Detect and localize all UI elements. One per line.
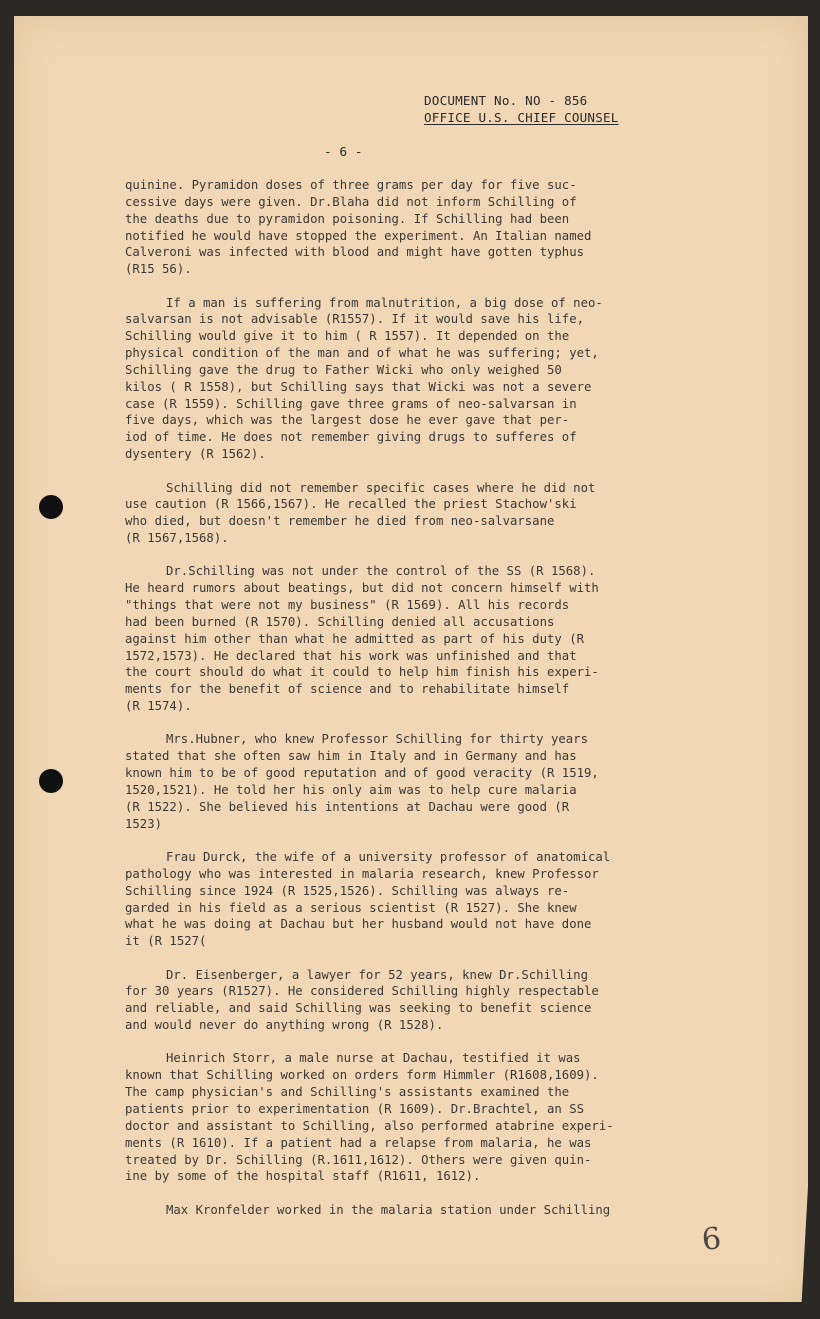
text-line: known him to be of good reputation and of good veracity (R 1519, — [125, 766, 599, 781]
text-line: it (R 1527( — [125, 934, 207, 949]
text-line: (R 1522). She believed his intentions at Dachau were good (R — [125, 799, 570, 814]
text-line: the deaths due to pyramidon poisoning. If Schilling had been — [125, 211, 570, 226]
paragraph — [125, 177, 685, 278]
text-line: against him other than what he admitted as part of his duty (R — [125, 631, 585, 646]
text-line: Schilling gave the drug to Father Wicki who only weighed 50 — [125, 362, 562, 377]
text-line: notified he would have stopped the experiment. An Italian named — [125, 228, 592, 243]
text-line: case (R 1559). Schilling gave three grams of neo-salvarsan in — [125, 396, 577, 411]
text-line: salvarsan is not advisable (R1557). If it would save his life, — [125, 312, 585, 327]
text-line: dysentery (R 1562). — [125, 447, 266, 462]
text-line: Heinrich Storr, a male nurse at Dachau, testified it was — [166, 1051, 581, 1066]
paragraph — [125, 731, 685, 832]
paragraph — [125, 1202, 685, 1219]
text-line: and reliable, and said Schilling was seeking to benefit science — [125, 1001, 592, 1016]
document-number: DOCUMENT No. NO - 856 — [424, 93, 588, 108]
text-line: Frau Durck, the wife of a university professor of anatomical — [166, 850, 611, 865]
text-line: Max Kronfelder worked in the malaria station under Schilling — [166, 1202, 611, 1217]
text-line: use caution (R 1566,1567). He recalled the priest Stachow'ski — [125, 497, 577, 512]
text-line: doctor and assistant to Schilling, also performed atabrine experi- — [125, 1118, 614, 1133]
text-line: ments (R 1610). If a patient had a relapse from malaria, he was — [125, 1135, 592, 1150]
text-line: cessive days were given. Dr.Blaha did not inform Schilling of — [125, 194, 577, 209]
text-line: Calveroni was infected with blood and might have gotten typhus — [125, 245, 585, 260]
document-header — [424, 92, 619, 126]
text-line: 1520,1521). He told her his only aim was to help cure malaria — [125, 783, 577, 797]
office-line: OFFICE U.S. CHIEF COUNSEL — [424, 110, 619, 125]
paragraph — [125, 295, 685, 463]
handwritten-page-mark: 6 — [700, 1221, 723, 1258]
text-line: had been burned (R 1570). Schilling denied all accusations — [125, 614, 555, 629]
paragraph — [125, 480, 685, 547]
text-line: for 30 years (R1527). He considered Schilling highly respectable — [125, 984, 599, 999]
text-line: Schilling would give it to him ( R 1557). It depended on the — [125, 329, 570, 344]
text-line: "things that were not my business" (R 1569). All his records — [125, 598, 570, 613]
text-line: patients prior to experimentation (R 1609). Dr.Brachtel, an SS — [125, 1102, 585, 1116]
text-line: ine by some of the hospital staff (R1611, 1612). — [125, 1169, 481, 1184]
text-line: five days, which was the largest dose he ever gave that per- — [125, 413, 570, 428]
text-line: 1523) — [125, 816, 163, 831]
text-line: (R 1567,1568). — [125, 531, 229, 546]
text-line: and would never do anything wrong (R 1528). — [125, 1018, 444, 1033]
text-line: If a man is suffering from malnutrition, a big dose of neo- — [166, 295, 603, 310]
punch-hole-bottom — [39, 769, 63, 793]
text-line: quinine. Pyramidon doses of three grams per day for five suc- — [125, 178, 577, 192]
text-line: Dr. Eisenberger, a lawyer for 52 years, knew Dr.Schilling — [166, 967, 588, 982]
text-line: stated that she often saw him in Italy and in Germany and has — [125, 749, 577, 764]
paragraph — [125, 563, 685, 715]
paragraph — [125, 849, 685, 950]
text-line: Schilling since 1924 (R 1525,1526). Schilling was always re- — [125, 883, 570, 898]
text-line: iod of time. He does not remember giving drugs to sufferes of — [125, 430, 577, 445]
text-line: the court should do what it could to help him finish his experi- — [125, 665, 599, 680]
text-line: what he was doing at Dachau but her husband would not have done — [125, 917, 592, 932]
body-text — [125, 177, 685, 1235]
punch-hole-top — [39, 495, 63, 519]
text-line: ments for the benefit of science and to rehabilitate himself — [125, 682, 570, 697]
text-line: who died, but doesn't remember he died from neo-salvarsane — [125, 514, 555, 529]
text-line: Schilling did not remember specific cases where he did not — [166, 480, 596, 495]
text-line: garded in his field as a serious scientist (R 1527). She knew — [125, 900, 577, 915]
page-number: - 6 - — [324, 145, 363, 160]
text-line: He heard rumors about beatings, but did not concern himself with — [125, 581, 599, 596]
text-line: (R15 56). — [125, 262, 192, 277]
text-line: physical condition of the man and of what he was suffering; yet, — [125, 346, 599, 361]
text-line: known that Schilling worked on orders form Himmler (R1608,1609). — [125, 1068, 599, 1083]
text-line: The camp physician's and Schilling's assistants examined the — [125, 1085, 570, 1100]
text-line: 1572,1573). He declared that his work was unfinished and that — [125, 648, 577, 663]
text-line: treated by Dr. Schilling (R.1611,1612). Others were given quin- — [125, 1152, 592, 1167]
text-line: pathology who was interested in malaria research, knew Professor — [125, 866, 599, 881]
text-line: (R 1574). — [125, 699, 192, 714]
text-line: Dr.Schilling was not under the control of the SS (R 1568). — [166, 564, 596, 579]
text-line: Mrs.Hubner, who knew Professor Schilling for thirty years — [166, 732, 588, 747]
paragraph — [125, 1050, 685, 1185]
paragraph — [125, 967, 685, 1034]
text-line: kilos ( R 1558), but Schilling says that Wicki was not a severe — [125, 379, 592, 394]
